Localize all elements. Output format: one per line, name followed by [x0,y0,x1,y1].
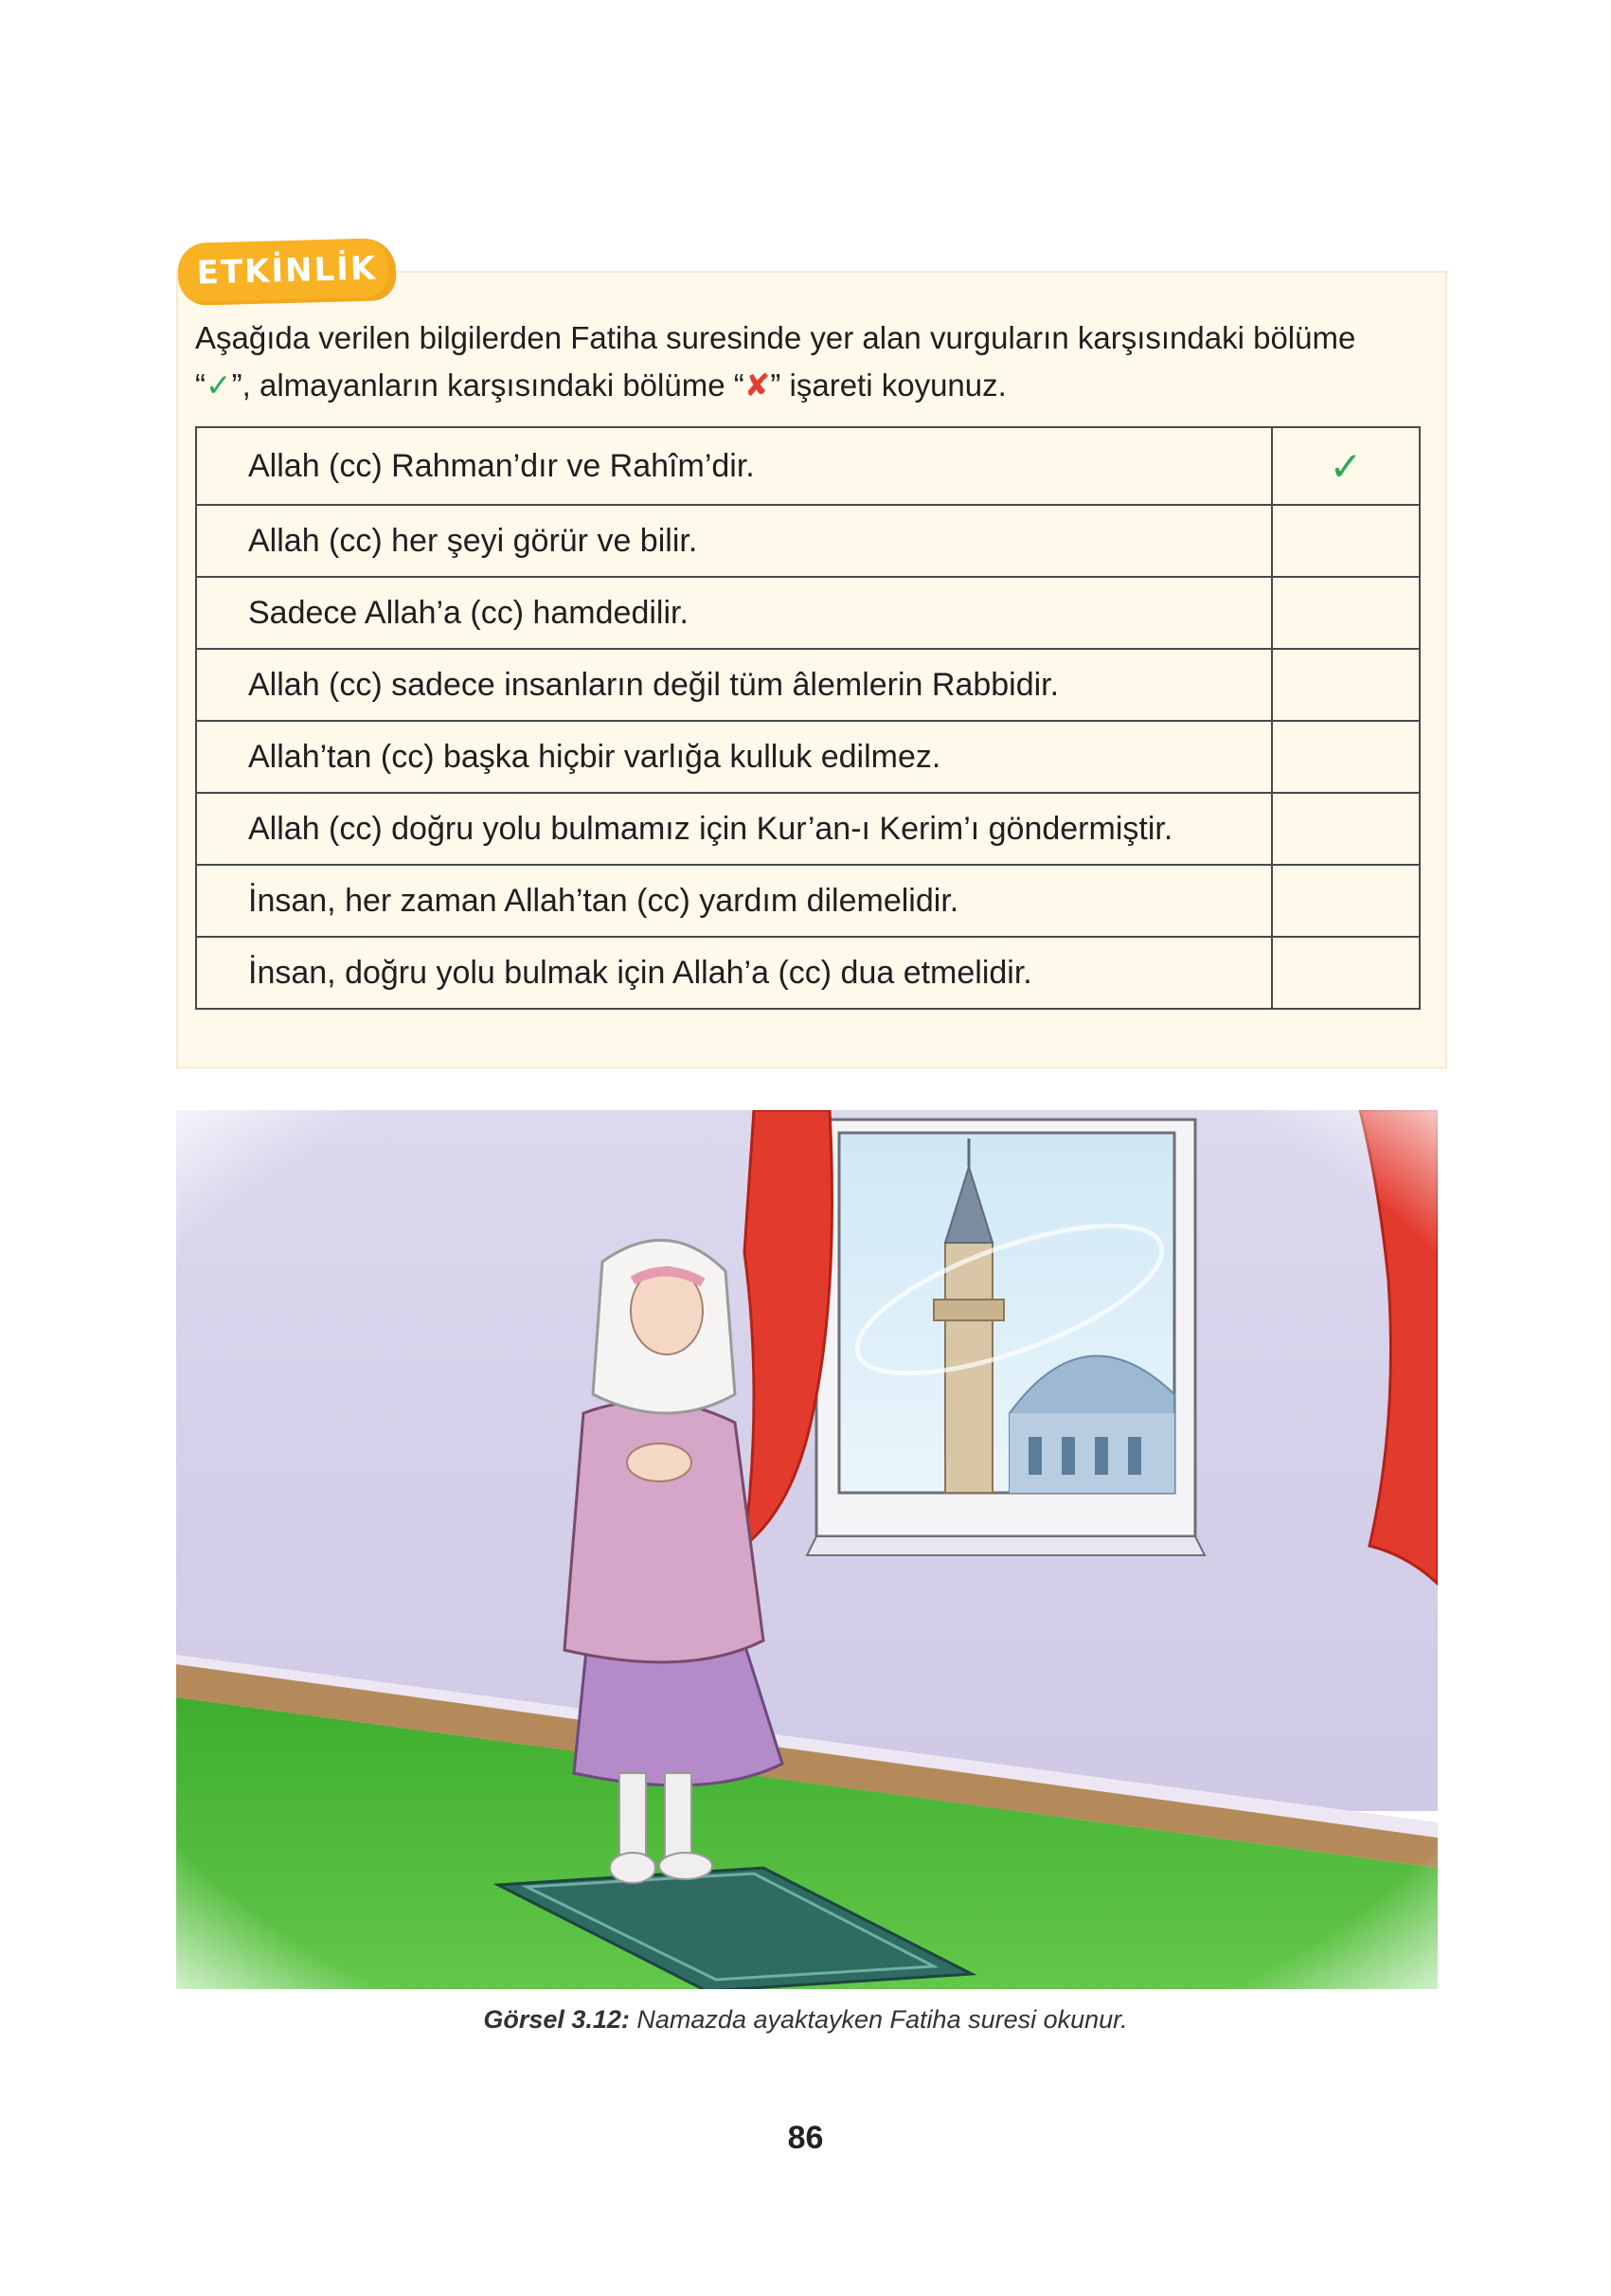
answer-cell[interactable] [1272,865,1420,937]
answer-cell[interactable] [1272,505,1420,577]
answer-cell[interactable]: ✓ [1272,427,1420,505]
caption-text: Namazda ayaktayken Fatiha suresi okunur. [629,2005,1128,2034]
activity-instruction [195,314,1426,409]
statement-cell: İnsan, doğru yolu bulmak için Allah’a (cc) dua etmelidir. [196,937,1272,1009]
table-row [196,649,1420,721]
quote-open: “ [195,368,206,403]
figure-caption [0,2005,1611,2035]
table-row [196,577,1420,649]
table-row [196,865,1420,937]
check-icon: ✓ [206,368,232,403]
statement-cell: Allah (cc) her şeyi görür ve bilir. [196,505,1272,577]
answer-cell[interactable] [1272,937,1420,1009]
instruction-part3: ” işareti koyunuz. [770,368,1007,403]
instruction-part1: Aşağıda verilen bilgilerden Fatiha suresinde yer alan vurguların karşısındaki bölüme [195,320,1356,355]
statement-table [195,426,1421,1010]
table-row [196,793,1420,865]
statement-cell: Sadece Allah’a (cc) hamdedilir. [196,577,1272,649]
statement-cell: Allah (cc) Rahman’dır ve Rahîm’dir. [196,427,1272,505]
answer-cell[interactable] [1272,649,1420,721]
prayer-illustration [176,1110,1438,1989]
instruction-part2: ”, almayanların karşısındaki bölüme “ [231,368,744,403]
cross-icon: ✘ [743,368,771,403]
statement-cell: Allah (cc) doğru yolu bulmamız için Kur’an-ı Kerim’ı göndermiştir. [196,793,1272,865]
page-number: 86 [787,2120,824,2156]
statement-cell: Allah (cc) sadece insanların değil tüm âlemlerin Rabbidir. [196,649,1272,721]
statement-cell: Allah’tan (cc) başka hiçbir varlığa kulluk edilmez. [196,721,1272,793]
answer-cell[interactable] [1272,577,1420,649]
table-row [196,937,1420,1009]
instruction-line2 [195,362,1426,409]
table-row [196,505,1420,577]
statement-cell: İnsan, her zaman Allah’tan (cc) yardım dilemelidir. [196,865,1272,937]
answer-cell[interactable] [1272,793,1420,865]
activity-badge [177,238,397,306]
answer-cell[interactable] [1272,721,1420,793]
caption-label: Görsel 3.12: [483,2005,630,2034]
table-row [196,721,1420,793]
table-row [196,427,1420,505]
girl-praying-illustration [176,1110,1438,1989]
activity-badge-label: ETKİNLİK [196,249,378,293]
